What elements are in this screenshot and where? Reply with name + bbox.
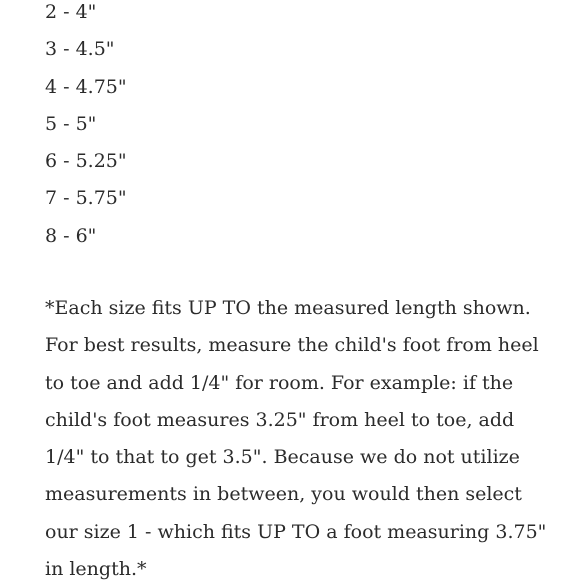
size-item: 5 - 5": [45, 112, 97, 135]
size-item: 2 - 4": [45, 1, 97, 23]
sizing-note-line: *Each size fits UP TO the measured length shown.: [45, 297, 531, 319]
sizing-note-line: For best results, measure the child's foot from heel: [45, 334, 539, 357]
sizing-note-line: measurements in between, you would then select: [45, 483, 522, 506]
sizing-note-line: our size 1 - which fits UP TO a foot measuring 3.75": [45, 520, 547, 543]
size-item: 8 - 6": [45, 224, 97, 247]
size-item: 3 - 4.5": [45, 38, 115, 61]
sizing-note-line: child's foot measures 3.25" from heel to toe, add: [45, 408, 515, 431]
size-item: 7 - 5.75": [45, 187, 127, 210]
sizing-note-line: to toe and add 1/4" for room. For example: if the: [45, 371, 514, 394]
size-chart-list: [45, 0, 127, 255]
sizing-note-line: 1/4" to that to get 3.5". Because we do not utilize: [45, 446, 520, 469]
size-item: 4 - 4.75": [45, 75, 127, 98]
size-item: 6 - 5.25": [45, 150, 127, 173]
sizing-note: [45, 290, 555, 580]
sizing-note-line: in length.*: [45, 558, 147, 580]
